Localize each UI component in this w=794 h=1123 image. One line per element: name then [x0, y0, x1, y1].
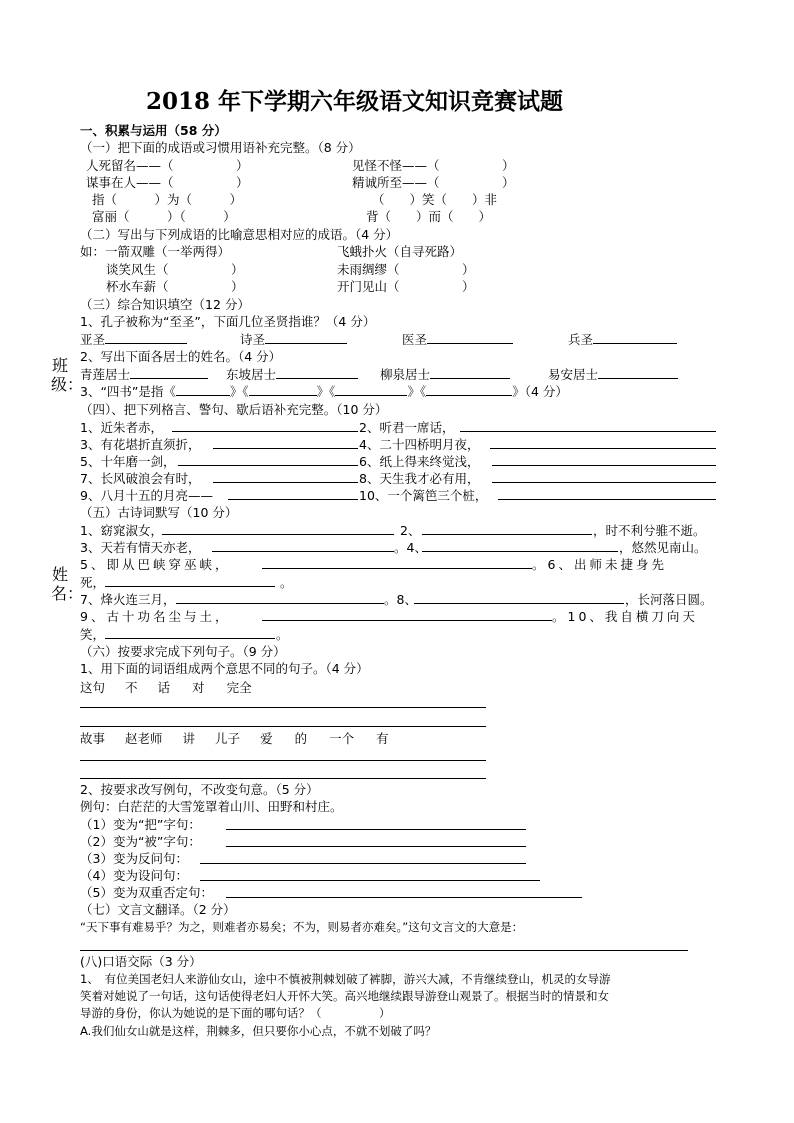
answer-line[interactable] [226, 897, 582, 898]
answer-line[interactable] [172, 431, 358, 432]
page-title: 2018 年下学期六年级语文知识竞赛试题 [146, 88, 564, 115]
answer-line[interactable] [276, 366, 358, 379]
rewrite-4: （4）变为设问句： [80, 868, 188, 883]
answer-line[interactable] [422, 551, 618, 552]
word: 对 [192, 680, 205, 695]
answer-line[interactable] [430, 366, 510, 379]
rewrite-5: （5）变为双重否定句： [80, 885, 213, 900]
s8-heading: (八)口语交际（3 分） [80, 954, 202, 969]
s5-heading: （五）古诗词默写（10 分） [80, 505, 238, 520]
s4-item-4: 4、二十四桥明月夜， [359, 437, 480, 452]
s4-item-2: 2、听君一席话， [359, 420, 455, 435]
sage-1: 亚圣 [80, 331, 187, 348]
word: 儿子 [215, 731, 241, 746]
word-list-2 [80, 730, 389, 747]
sage-2: 诗圣 [240, 331, 347, 348]
poem-4-text: ，悠然见南山。 [619, 540, 707, 555]
answer-line[interactable] [414, 603, 624, 604]
s1-row1-right: 见怪不怪——（ ） [352, 158, 515, 173]
s2-example-right: 飞蛾扑火（自寻死路） [337, 244, 463, 259]
answer-line[interactable] [498, 499, 716, 500]
rewrite-1: （1）变为“把”字句： [80, 817, 201, 832]
answer-line[interactable] [80, 726, 486, 727]
answer-line[interactable] [427, 331, 513, 344]
answer-line[interactable] [492, 482, 716, 483]
poem-10-end: 。 [276, 627, 289, 642]
s6-example: 例句：白茫茫的大雪笼罩着山川、田野和村庄。 [80, 799, 343, 814]
s4-item-10: 10、一个篱笆三个桩， [359, 488, 488, 503]
rewrite-2: （2）变为“被”字句： [80, 834, 201, 849]
s2-example-left: 如：一箭双雕（一举两得） [80, 244, 231, 259]
poem-9-label: 9、古十功名尘与土， [80, 609, 231, 624]
poem-2-text: ，时不利兮骓不逝。 [593, 523, 706, 538]
name-label: 姓名： [51, 565, 84, 603]
s1-row2-right: 精诚所至——（ ） [352, 175, 515, 190]
s1-heading: （一）把下面的成语或习惯用语补充完整。（8 分） [80, 140, 361, 155]
s1-row1-left: 人死留名——（ ） [86, 158, 249, 173]
s2-row2-left: 杯水车薪（ ） [106, 279, 244, 294]
answer-line[interactable] [105, 638, 275, 639]
answer-line[interactable] [226, 846, 526, 847]
answer-line[interactable] [335, 383, 407, 396]
word: 爱 [260, 731, 273, 746]
s3-q1: 1、孔子被称为“至圣”，下面几位圣贤指谁？（4 分） [80, 314, 376, 329]
s1-row4-left: 富丽（ ）（ ） [92, 209, 236, 224]
word: 赵老师 [125, 731, 163, 746]
s7-heading: （七）文言文翻译。（2 分） [80, 902, 236, 917]
word: 这句 [80, 680, 106, 695]
s2-row2-right: 开门见山（ ） [337, 279, 475, 294]
s8-paragraph-line2: 笑着对她说了一句话，这句话使得老妇人开怀大笑。高兴地继续跟导游登山观景了。根据当时的情景和女 [80, 989, 609, 1003]
poem-3-label: 3、天若有情天亦老， [80, 540, 201, 555]
hermit-1: 青莲居士 [80, 366, 208, 383]
s4-item-1: 1、近朱者赤， [80, 420, 163, 435]
s4-item-9: 9、八月十五的月亮—— [80, 488, 213, 503]
s4-item-6: 6、纸上得来终觉浅， [359, 454, 480, 469]
answer-line[interactable] [80, 778, 486, 779]
word: 话 [157, 680, 171, 695]
poem-8-label: 。8、 [384, 592, 417, 607]
word: 的 [294, 731, 308, 746]
word: 讲 [182, 731, 196, 746]
part1-heading: 一、积累与运用（58 分） [80, 123, 227, 138]
word-list-1 [80, 679, 252, 696]
answer-line[interactable] [213, 448, 358, 449]
poem-6-cont: 死， [80, 575, 106, 590]
s7-text: “天下事有难易乎？为之，则难者亦易矣；不为，则易者亦难矣。”这句文言文的大意是： [80, 920, 524, 934]
sage-4: 兵圣 [568, 331, 677, 348]
answer-line[interactable] [105, 331, 187, 344]
class-label: 班级： [51, 356, 84, 394]
answer-line[interactable] [200, 863, 526, 864]
s6-q1: 1、用下面的词语组成两个意思不同的句子。（4 分） [80, 661, 369, 676]
answer-line[interactable] [228, 499, 358, 500]
answer-line[interactable] [105, 586, 275, 587]
answer-line[interactable] [490, 448, 716, 449]
answer-line[interactable] [426, 383, 512, 396]
rewrite-3: （3）变为反问句： [80, 851, 188, 866]
s2-heading: （二）写出与下列成语的比喻意思相对应的成语。（4 分） [80, 227, 399, 242]
answer-line[interactable] [593, 331, 677, 344]
s8-paragraph-line3: 导游的身份，你认为她说的是下面的哪句话？（ ） [80, 1006, 391, 1020]
answer-line[interactable] [200, 880, 540, 881]
answer-line[interactable] [249, 383, 317, 396]
poem-10-cont: 笑， [80, 627, 106, 642]
hermit-2: 东坡居士 [226, 366, 358, 383]
s4-item-7: 7、长风破浪会有时， [80, 471, 201, 486]
s1-row2-left: 谋事在人——（ ） [86, 175, 249, 190]
poem-6-label: 。6、出师未捷身先 [532, 557, 667, 572]
answer-line[interactable] [422, 534, 592, 535]
poem-5-label: 5、即从巴峡穿巫峡， [80, 557, 231, 572]
answer-line[interactable] [262, 568, 532, 569]
word: 故事 [80, 731, 106, 746]
s2-row1-right: 未雨绸缪（ ） [337, 262, 475, 277]
poem-1-label: 1、窈窕淑女， [80, 523, 163, 538]
answer-line[interactable] [460, 431, 716, 432]
s1-row4-right: 背（ ）而（ ） [366, 209, 492, 224]
answer-line[interactable] [598, 366, 678, 379]
poem-6-end: 。 [280, 575, 293, 590]
s3-q2: 2、写出下面各居士的姓名。（4 分） [80, 349, 282, 364]
s6-heading: （六）按要求完成下列句子。（9 分） [80, 644, 286, 659]
answer-line[interactable] [176, 383, 230, 396]
answer-line[interactable] [130, 366, 208, 379]
answer-line[interactable] [178, 465, 358, 466]
answer-line[interactable] [80, 950, 688, 951]
hermit-4: 易安居士 [548, 366, 678, 383]
poem-4-label: 。4、 [394, 540, 427, 555]
poem-8-text: ，长河落日圆。 [625, 592, 713, 607]
s3-heading: （三）综合知识填空（12 分） [80, 297, 250, 312]
s8-paragraph-line1: 1、 有位美国老妇人来游仙女山，途中不慎被荆棘划破了裤脚，游兴大减，不肯继续登山，机灵的女导游 [80, 972, 611, 986]
s3-q3: 3、“四书”是指《 》《 》《 》《 》（4 分） [80, 384, 568, 399]
s8-option-a[interactable]: A.我们仙女山就是这样，荆棘多，但只要你小心点，不就不划破了吗？ [80, 1024, 437, 1038]
word: 一个 [329, 731, 355, 746]
poem-10-label: 。10、我自横刀向天 [552, 609, 698, 624]
s4-item-3: 3、有花堪折直须折， [80, 437, 201, 452]
sage-3: 医圣 [402, 331, 513, 348]
answer-line[interactable] [492, 465, 716, 466]
answer-line[interactable] [213, 482, 358, 483]
s1-row3-right: （ ）笑（ ）非 [372, 192, 498, 207]
s4-heading: （四）、把下列格言、警句、歇后语补充完整。（10 分） [80, 402, 388, 417]
answer-line[interactable] [162, 534, 394, 535]
answer-line[interactable] [176, 603, 384, 604]
answer-line[interactable] [80, 707, 486, 708]
s4-item-8: 8、天生我才必有用， [359, 471, 480, 486]
poem-7-label: 7、烽火连三月， [80, 592, 176, 607]
answer-line[interactable] [212, 551, 394, 552]
word: 不 [125, 680, 138, 695]
answer-line[interactable] [80, 760, 486, 761]
word: 完全 [226, 680, 252, 695]
answer-line[interactable] [226, 829, 526, 830]
poem-2-label: 2、 [400, 523, 421, 538]
s6-q2: 2、按要求改写例句，不改变句意。（5 分） [80, 782, 319, 797]
answer-line[interactable] [265, 331, 347, 344]
s1-row3-left: 指（ ）为（ ） [92, 192, 243, 207]
answer-line[interactable] [262, 620, 552, 621]
hermit-3: 柳泉居士 [380, 366, 510, 383]
s2-row1-left: 谈笑风生（ ） [106, 262, 244, 277]
word: 有 [376, 731, 389, 746]
s4-item-5: 5、十年磨一剑， [80, 454, 176, 469]
